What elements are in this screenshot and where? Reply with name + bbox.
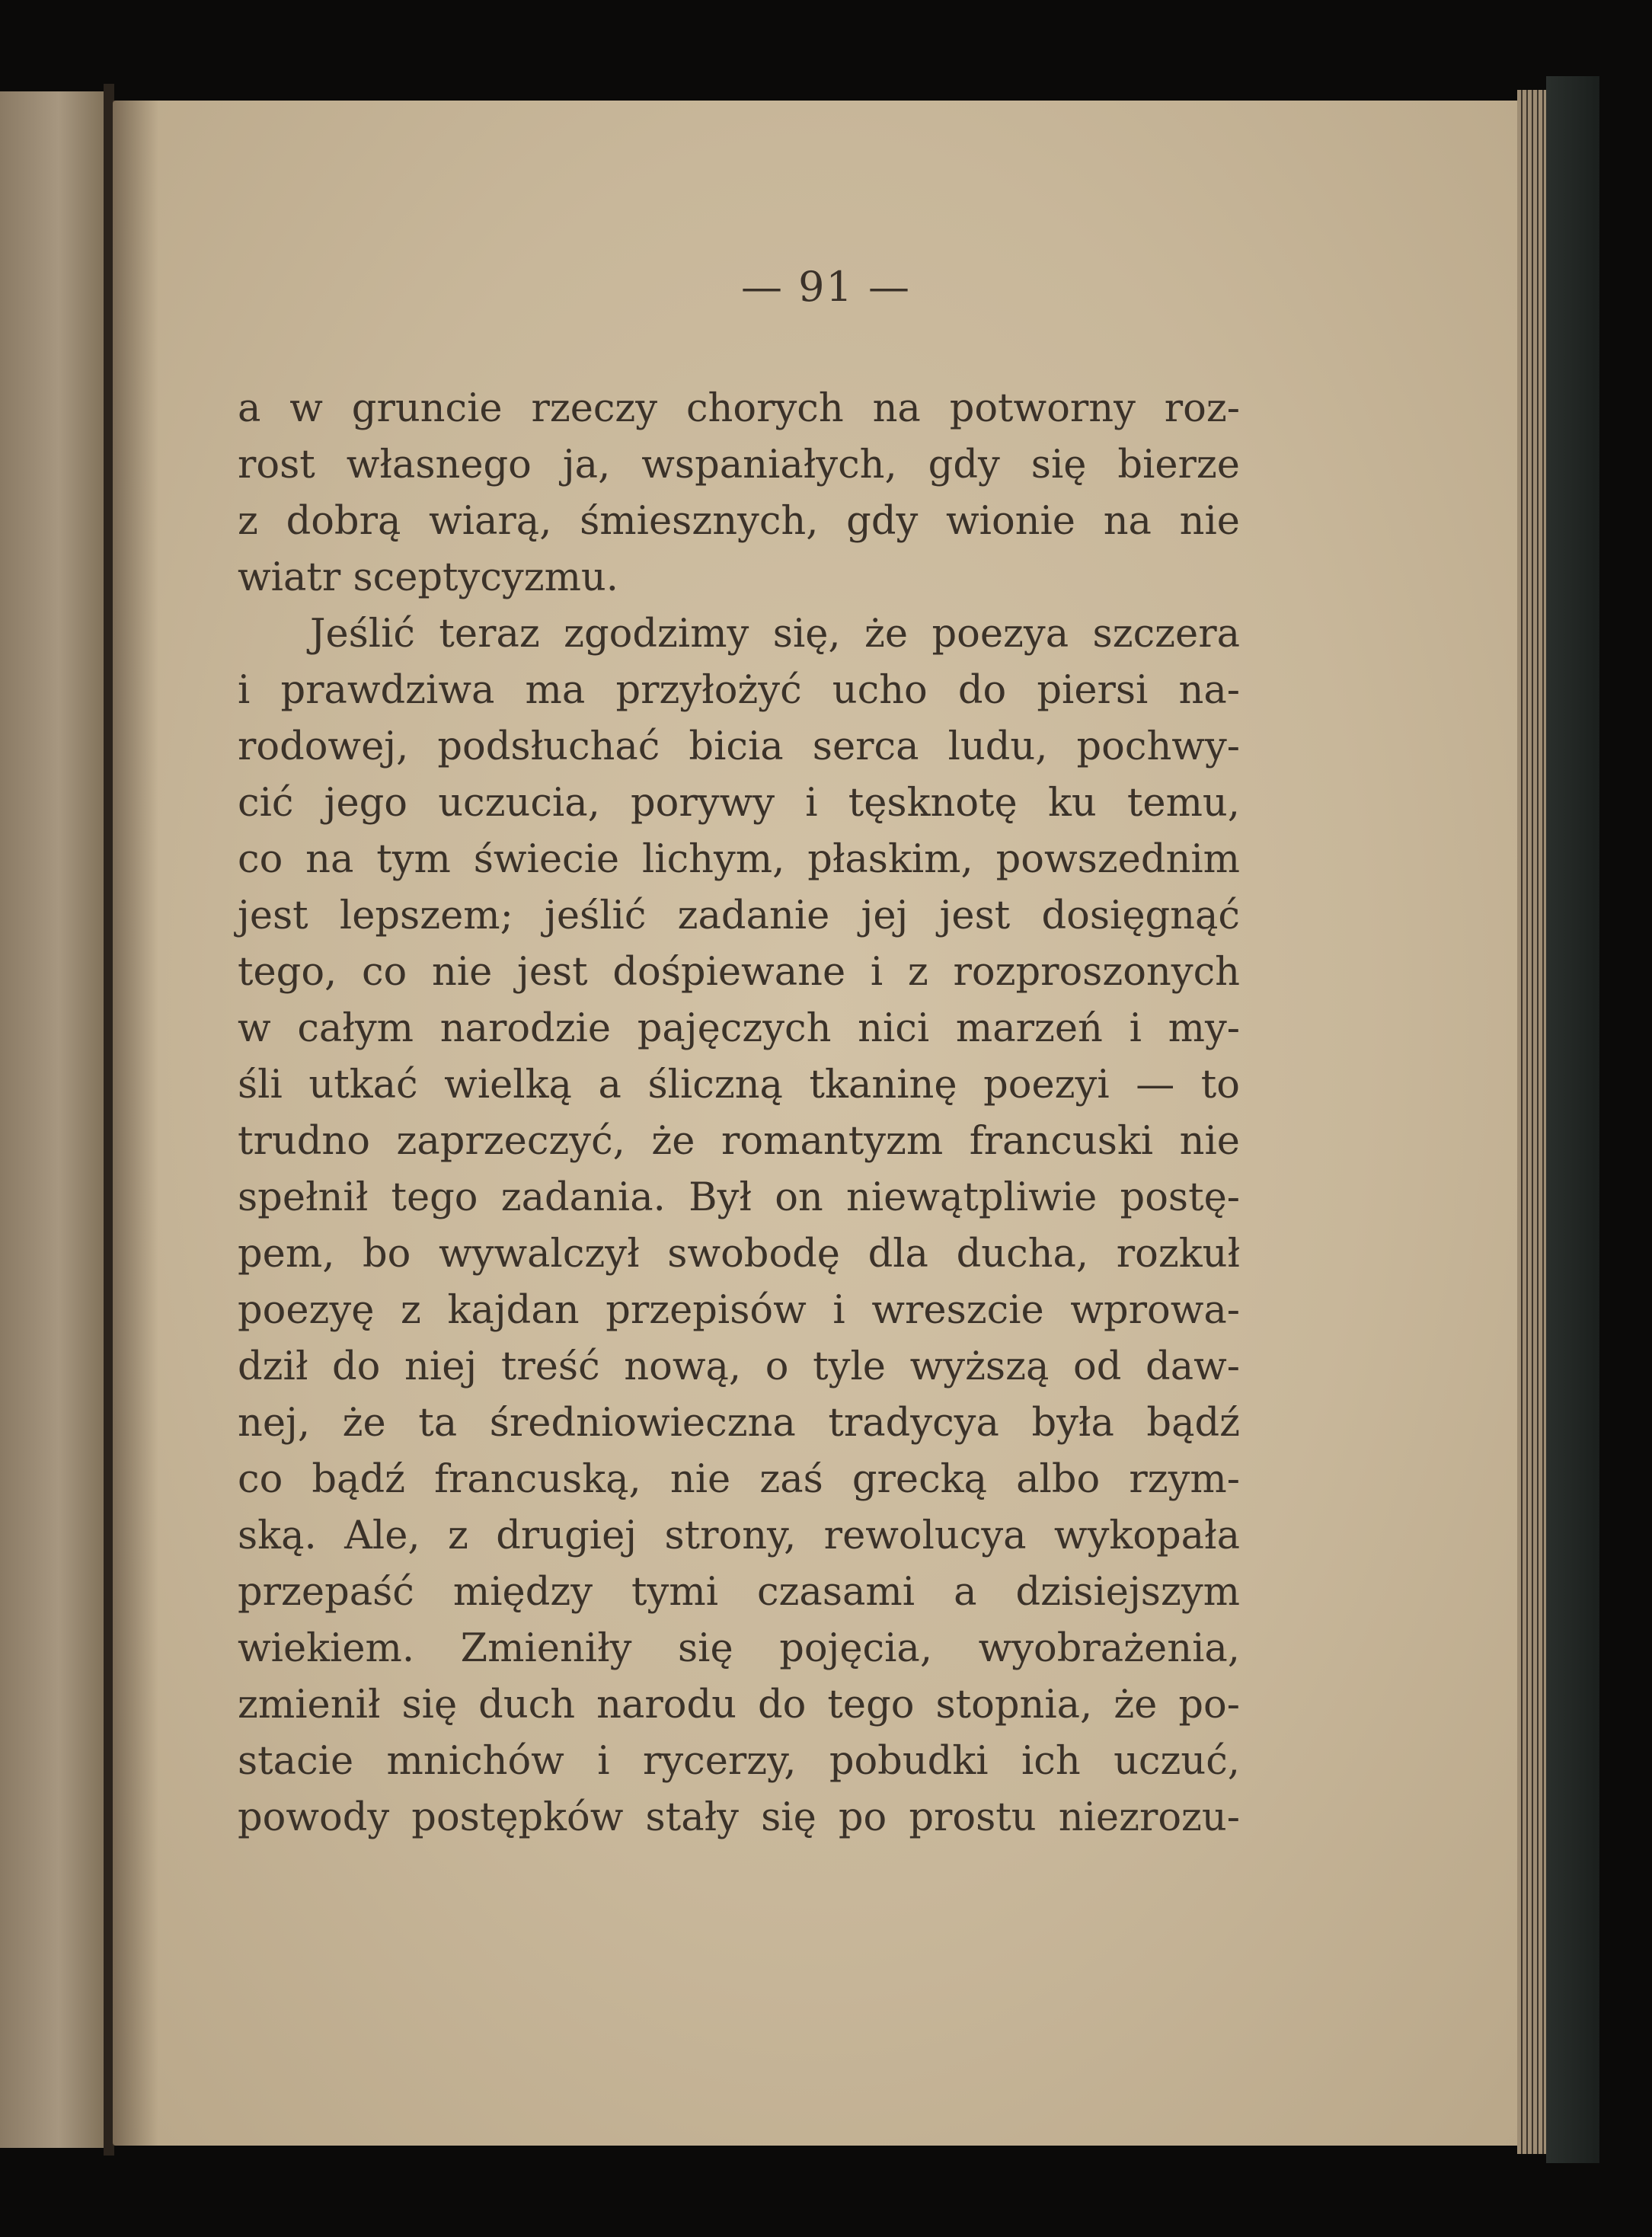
text-line: jest lepszem; jeślić zadanie jej jest dosięgnąć xyxy=(238,893,1240,938)
text-line: cić jego uczucia, porywy i tęsknotę ku temu, xyxy=(238,781,1240,826)
text-line: nej, że ta średniowieczna tradycya była bądź xyxy=(238,1401,1240,1446)
text-line: dził do niej treść nową, o tyle wyższą od daw- xyxy=(238,1344,1240,1389)
text-line: zmienił się duch narodu do tego stopnia, że po- xyxy=(238,1683,1240,1727)
text-line: rodowej, podsłuchać bicia serca ludu, pochwy- xyxy=(238,724,1240,769)
text-line: i prawdziwa ma przyłożyć ucho do piersi na- xyxy=(238,668,1240,713)
stacked-page-edges xyxy=(1517,90,1549,2154)
text-line: tego, co nie jest dośpiewane i z rozproszonych xyxy=(238,950,1240,995)
text-line: w całym narodzie pajęczych nici marzeń i my- xyxy=(238,1006,1240,1051)
text-line: trudno zaprzeczyć, że romantyzm francuski nie xyxy=(238,1119,1240,1164)
text-line: Jeślić teraz zgodzimy się, że poezya szczera xyxy=(310,612,1240,657)
previous-page-edge xyxy=(0,91,110,2148)
book-cover-board xyxy=(1546,76,1599,2163)
text-line: co bądź francuską, nie zaś grecką albo rzym- xyxy=(238,1457,1240,1502)
text-line: co na tym świecie lichym, płaskim, powszednim xyxy=(238,837,1240,882)
text-line: śli utkać wielką a śliczną tkaninę poezyi — to xyxy=(238,1063,1240,1107)
page-shadow xyxy=(113,101,158,2146)
text-line: spełnił tego zadania. Był on niewątpliwie postę- xyxy=(238,1175,1240,1220)
text-line: a w gruncie rzeczy chorych na potworny roz- xyxy=(238,386,1240,431)
text-line: wiatr sceptycyzmu. xyxy=(238,555,618,600)
text-line: ską. Ale, z drugiej strony, rewolucya wykopała xyxy=(238,1513,1240,1558)
text-line: poezyę z kajdan przepisów i wreszcie wprowa- xyxy=(238,1288,1240,1333)
text-line: z dobrą wiarą, śmiesznych, gdy wionie na nie xyxy=(238,499,1240,544)
text-line: przepaść między tymi czasami a dzisiejszym xyxy=(238,1570,1240,1615)
page-number: — 91 — xyxy=(740,263,912,311)
text-line: rost własnego ja, wspaniałych, gdy się bierze xyxy=(238,443,1240,487)
text-line: pem, bo wywalczył swobodę dla ducha, rozkuł xyxy=(238,1232,1240,1277)
text-line: stacie mnichów i rycerzy, pobudki ich uczuć, xyxy=(238,1739,1240,1784)
text-line: wiekiem. Zmieniły się pojęcia, wyobrażenia, xyxy=(238,1626,1240,1671)
text-line: powody postępków stały się po prostu niezrozu- xyxy=(238,1795,1240,1840)
body-text xyxy=(238,381,1240,1846)
